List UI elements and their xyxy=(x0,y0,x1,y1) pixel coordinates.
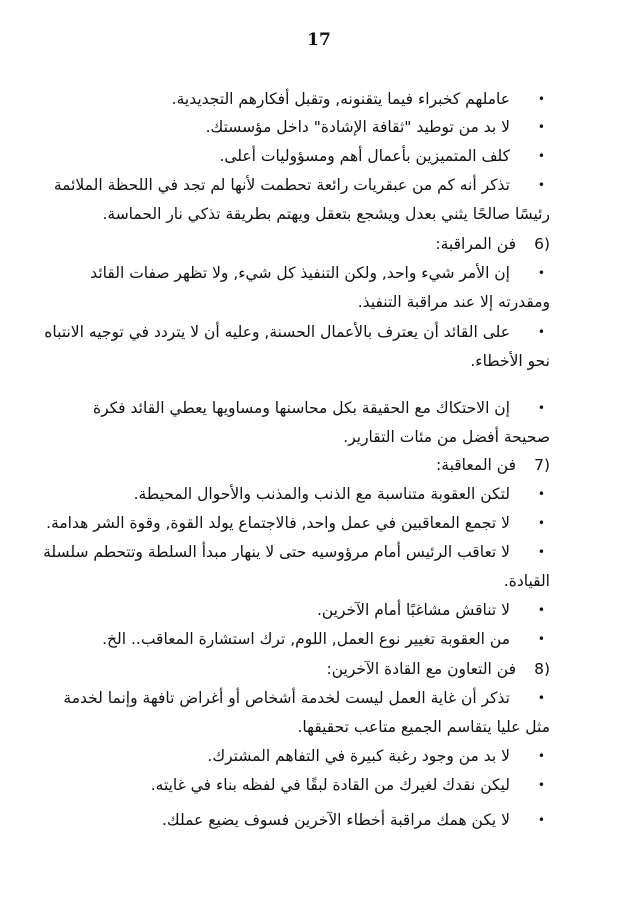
bullet-icon xyxy=(538,598,545,622)
section-heading: فن التعاون مع القادة الآخرين: xyxy=(326,660,516,678)
bullet-icon xyxy=(538,320,545,344)
bullet-icon xyxy=(538,540,545,564)
bullet-line: لا تعاقب الرئيس أمام مرؤوسيه حتى لا ينهار مبدأ السلطة وتتحطم سلسلة xyxy=(43,543,510,561)
continuation-line: ومقدرته إلا عند مراقبة التنفيذ. xyxy=(357,293,550,311)
continuation-line: مثل عليا يتقاسم الجميع متاعب تحقيقها. xyxy=(297,718,550,736)
bullet-icon xyxy=(538,773,545,797)
continuation-line: القيادة. xyxy=(503,572,550,590)
bullet-line: ليكن نقدك لغيرك من القادة لبقًا في لفظه بناء في غايته. xyxy=(150,776,510,794)
bullet-line: على القائد أن يعترف بالأعمال الحسنة, وعليه أن لا يتردد في توجيه الانتباه xyxy=(44,323,510,341)
bullet-icon xyxy=(538,686,545,710)
bullet-icon xyxy=(538,261,545,285)
bullet-icon xyxy=(538,808,545,832)
bullet-line: كلف المتميزين بأعمال أهم ومسؤوليات أعلى. xyxy=(219,147,510,165)
bullet-line: من العقوبة تغيير نوع العمل, اللوم, ترك استشارة المعاقب.. الخ. xyxy=(102,630,510,648)
bullet-line: لا تجمع المعاقبين في عمل واحد, فالاجتماع يولد القوة, وقوة الشر هدامة. xyxy=(46,514,510,532)
section-number: 6) xyxy=(534,235,550,253)
bullet-icon xyxy=(538,87,545,111)
bullet-line: عاملهم كخبراء فيما يتقنونه, وتقبل أفكارهم التجديدية. xyxy=(171,90,510,108)
bullet-icon xyxy=(538,173,545,197)
bullet-icon xyxy=(538,744,545,768)
bullet-line: لا تناقش مشاغبًا أمام الآخرين. xyxy=(316,601,510,619)
bullet-line: تذكر أن غاية العمل ليست لخدمة أشخاص أو أغراض تافهة وإنما لخدمة xyxy=(63,689,510,707)
bullet-line: إن الأمر شيء واحد, ولكن التنفيذ كل شيء, ولا تظهر صفات القائد xyxy=(90,264,510,282)
bullet-line: لتكن العقوبة متناسبة مع الذنب والمذنب والأحوال المحيطة. xyxy=(133,485,510,503)
bullet-icon xyxy=(538,144,545,168)
bullet-icon xyxy=(538,396,545,420)
bullet-icon xyxy=(538,627,545,651)
section-heading: فن المعاقبة: xyxy=(436,456,516,474)
bullet-icon xyxy=(538,115,545,139)
bullet-icon xyxy=(538,482,545,506)
page-number: 17 xyxy=(307,30,331,50)
bullet-icon xyxy=(538,511,545,535)
section-number: 7) xyxy=(534,456,550,474)
continuation-line: رئيسًا صالحًا يثني بعدل ويشجع بتعقل ويهتم بطريقة تذكي نار الحماسة. xyxy=(102,205,550,223)
continuation-line: نحو الأخطاء. xyxy=(470,352,550,370)
bullet-line: لا يكن همك مراقبة أخطاء الآخرين فسوف يضيع عملك. xyxy=(161,811,510,829)
bullet-line: لا بد من توطيد "ثقافة الإشادة" داخل مؤسستك. xyxy=(205,118,510,136)
continuation-line: صحيحة أفضل من مئات التقارير. xyxy=(343,428,550,446)
section-heading: فن المراقبة: xyxy=(435,235,516,253)
section-number: 8) xyxy=(534,660,550,678)
bullet-line: تذكر أنه كم من عبقريات رائعة تحطمت لأنها لم تجد في اللحظة الملائمة xyxy=(53,176,510,194)
bullet-line: لا بد من وجود رغبة كبيرة في التفاهم المشترك. xyxy=(207,747,510,765)
bullet-line: إن الاحتكاك مع الحقيقة بكل محاسنها ومساويها يعطي القائد فكرة xyxy=(92,399,510,417)
